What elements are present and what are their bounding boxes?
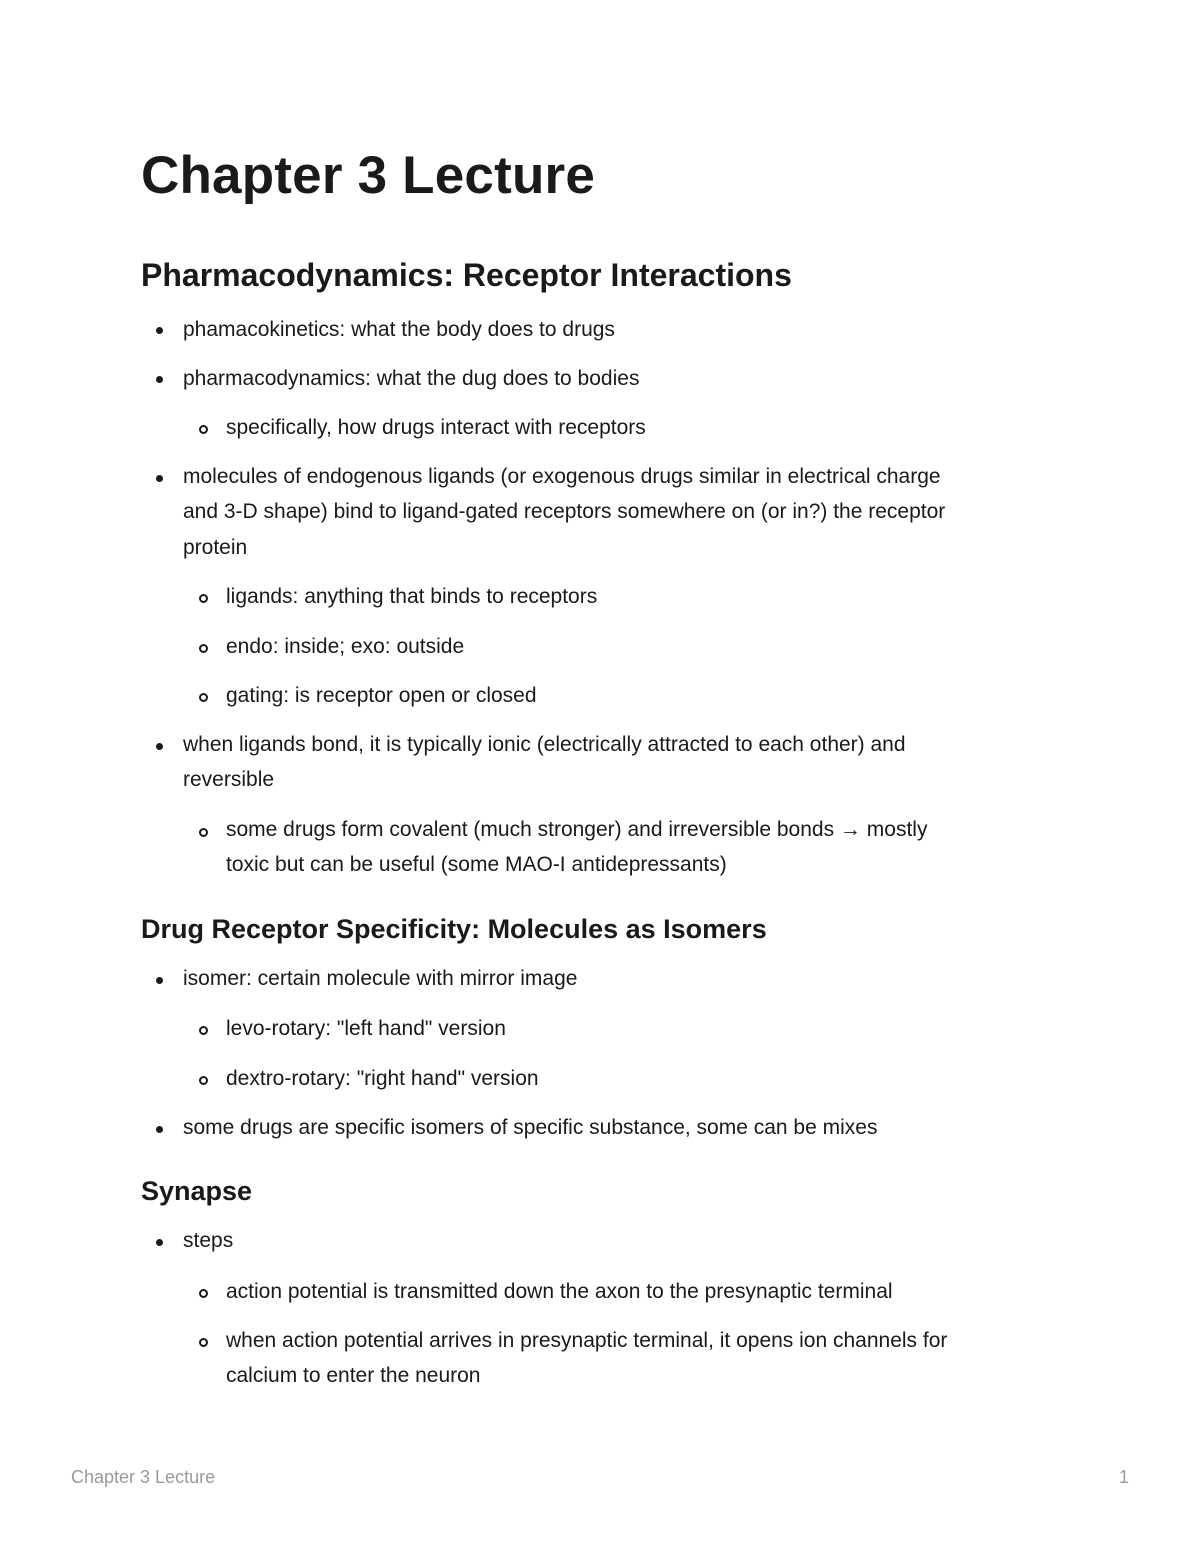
list-item-continuation: reversible [183,768,275,791]
bullet-ring [199,693,208,702]
list-item-continuation: and 3-D shape) bind to ligand-gated receptors somewhere on (or in?) the receptor [183,500,946,523]
bullet-ring [199,1289,208,1298]
page-title: Chapter 3 Lecture [141,146,596,205]
bullet-ring [199,828,208,837]
section-heading-pharmacodynamics: Pharmacodynamics: Receptor Interactions [141,257,792,293]
bullet-ring [199,1338,208,1347]
sub-list-item: ligands: anything that binds to receptors [226,585,598,608]
bullet-dot [156,1239,163,1246]
bullet-dot [156,376,163,383]
list-item: phamacokinetics: what the body does to drugs [183,318,615,341]
sub-list-item: action potential is transmitted down the axon to the presynaptic terminal [226,1280,893,1303]
bullet-dot [156,743,163,750]
bullet-ring [199,1076,208,1085]
list-item: molecules of endogenous ligands (or exogenous drugs similar in electrical charge [183,465,941,488]
sub-list-item: dextro-rotary: "right hand" version [226,1067,539,1090]
bullet-dot [156,327,163,334]
bullet-ring [199,644,208,653]
sub-list-item: levo-rotary: "left hand" version [226,1017,506,1040]
sub-list-item: gating: is receptor open or closed [226,684,537,707]
list-item: pharmacodynamics: what the dug does to bodies [183,367,640,390]
bullet-ring [199,425,208,434]
section-heading-drug-receptor-specificity: Drug Receptor Specificity: Molecules as Isomers [141,914,767,944]
list-item: isomer: certain molecule with mirror image [183,967,578,990]
bullet-ring [199,1026,208,1035]
bullet-dot [156,1126,163,1133]
list-item: steps [183,1229,234,1252]
page-number: 1 [1118,1467,1129,1487]
sub-list-item: specifically, how drugs interact with receptors [226,416,646,439]
footer-title: Chapter 3 Lecture [71,1467,216,1487]
sub-list-item-continuation: toxic but can be useful (some MAO-I antidepressants) [226,853,727,876]
sub-list-item: endo: inside; exo: outside [226,635,465,658]
bullet-ring [199,594,208,603]
list-item: when ligands bond, it is typically ionic (electrically attracted to each other) and [183,733,906,756]
section-heading-synapse: Synapse [141,1176,253,1206]
sub-list-item-continuation: calcium to enter the neuron [226,1364,481,1387]
sub-list-item: some drugs form covalent (much stronger) and irreversible bonds → mostly [226,818,928,841]
list-item-continuation: protein [183,536,248,559]
bullet-dot [156,977,163,984]
sub-list-item: when action potential arrives in presynaptic terminal, it opens ion channels for [226,1329,948,1352]
bullet-dot [156,475,163,482]
list-item: some drugs are specific isomers of specific substance, some can be mixes [183,1116,878,1139]
